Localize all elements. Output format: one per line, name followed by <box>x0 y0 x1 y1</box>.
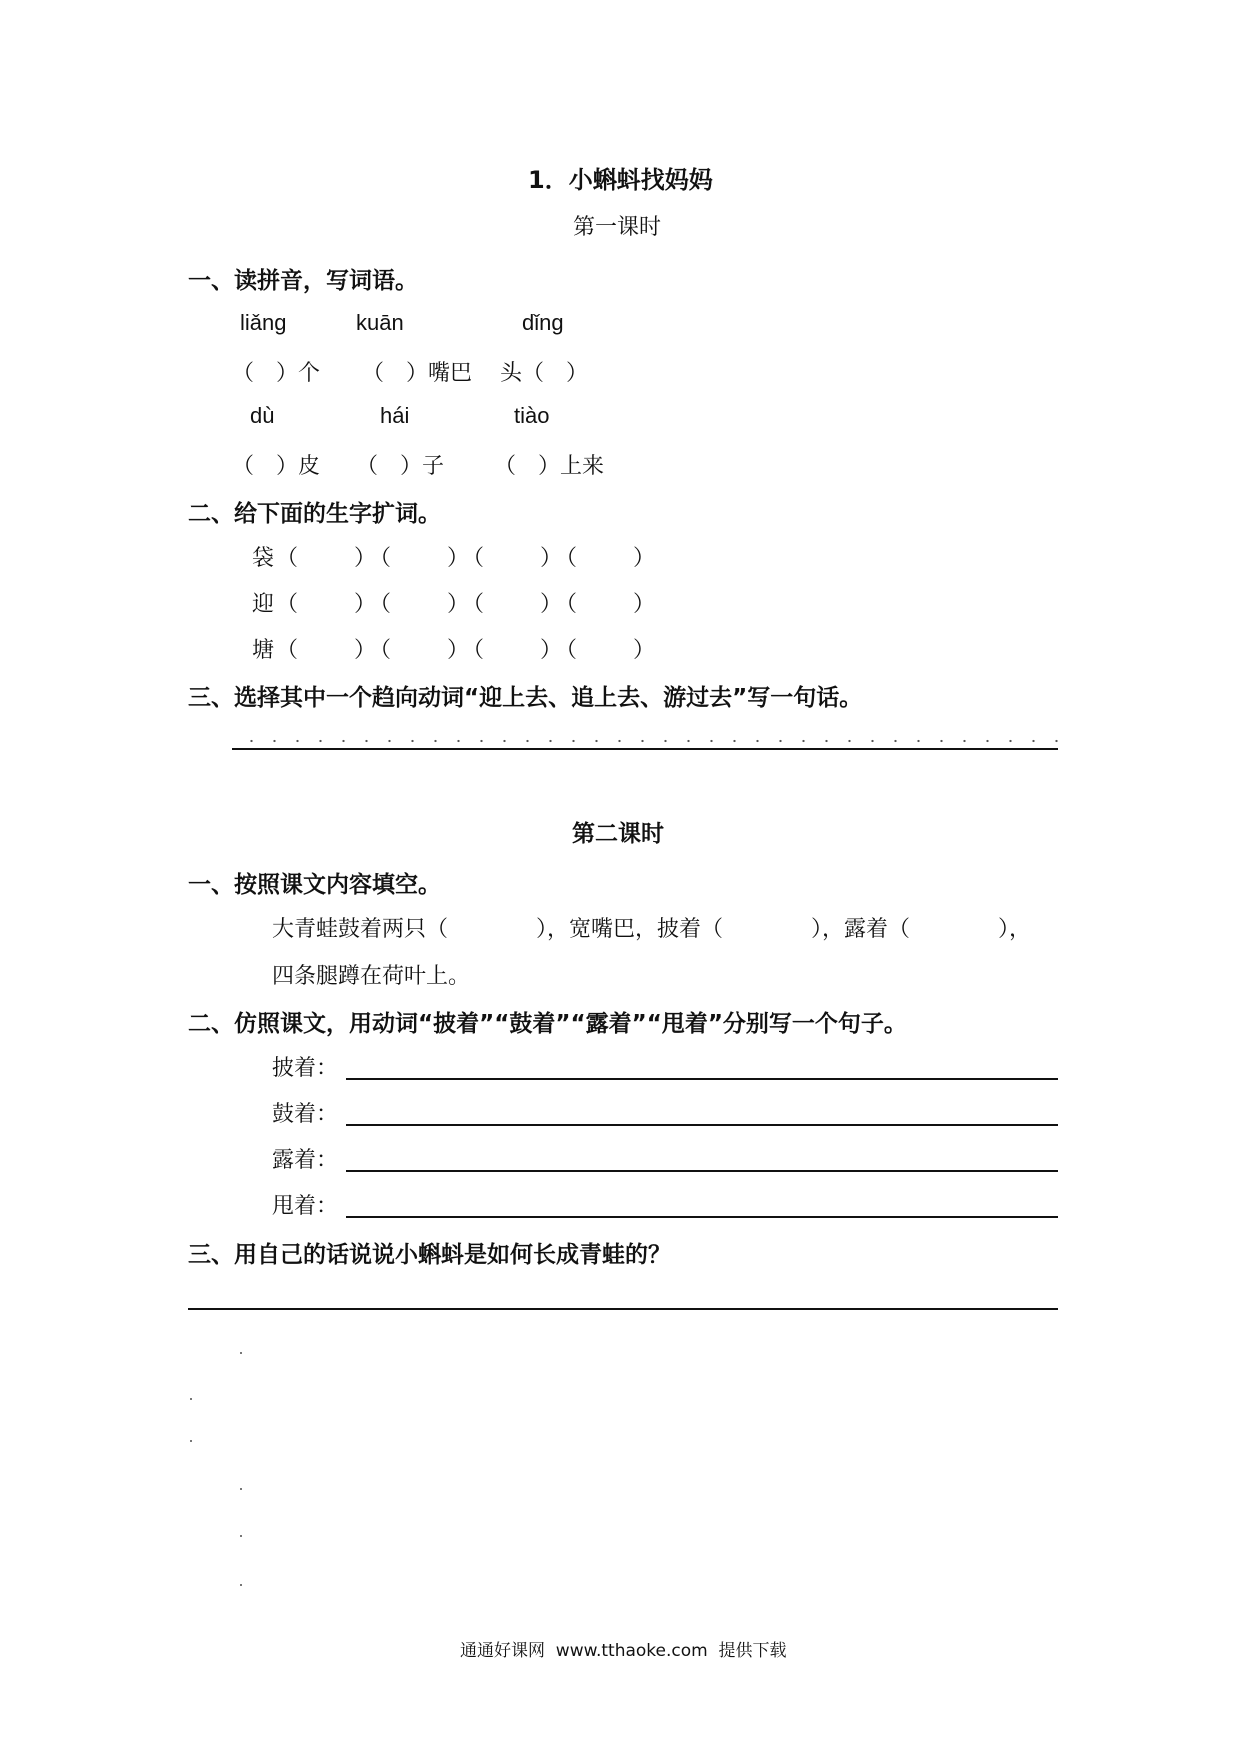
fill-shanglai: （ ）上来 <box>494 454 605 479</box>
answer-line-luzhe <box>346 1170 1058 1172</box>
char-tang: 塘 <box>252 638 275 663</box>
writing-line-lesson1 <box>232 748 1058 750</box>
lesson2-q2-title: 二、仿照课文，用动词“披着”“鼓着”“露着”“甩着”分别写一个句子。 <box>188 1011 907 1037</box>
lesson2-q1-line2: 四条腿蹲在荷叶上。 <box>272 964 471 989</box>
pinyin-kuan: kuān <box>356 310 404 335</box>
pinyin-ding: dǐng <box>522 310 564 335</box>
scan-speck <box>240 1584 242 1586</box>
fill-ge: （ ）个 <box>232 361 321 386</box>
blanks-ying: （ ）（ ）（ ）（ ） <box>276 592 660 617</box>
pinyin-hai: hái <box>380 403 410 428</box>
lesson2-q1-title: 一、按照课文内容填空。 <box>188 872 441 898</box>
blanks-dai: （ ）（ ）（ ）（ ） <box>276 546 660 571</box>
lesson1-heading: 第一课时 <box>573 215 662 240</box>
scan-speck <box>190 1398 192 1400</box>
answer-line-shuaizhe <box>346 1216 1058 1218</box>
answer-line-pizhe <box>346 1078 1058 1080</box>
char-dai: 袋 <box>252 546 275 571</box>
lesson1-q3-title: 三、选择其中一个趋向动词“迎上去、追上去、游过去”写一句话。 <box>188 685 863 711</box>
fill-tou: 头（ ） <box>500 361 589 386</box>
footer-credit: 通通好课网 www.tthaoke.com 提供下载 <box>460 1641 787 1661</box>
blanks-tang: （ ）（ ）（ ）（ ） <box>276 638 660 663</box>
scan-speck <box>240 1488 242 1490</box>
label-shuaizhe: 甩着： <box>272 1194 339 1219</box>
fill-zi: （ ）子 <box>356 454 445 479</box>
label-luzhe: 露着： <box>272 1148 339 1173</box>
scan-speck <box>240 1535 242 1537</box>
char-ying: 迎 <box>252 592 275 617</box>
label-guzhe: 鼓着： <box>272 1102 339 1127</box>
scan-speck <box>190 1440 192 1442</box>
answer-line-guzhe <box>346 1124 1058 1126</box>
lesson1-q1-title: 一、读拼音，写词语。 <box>188 268 418 294</box>
lesson2-q3-title: 三、用自己的话说说小蝌蚪是如何长成青蛙的？ <box>188 1242 671 1268</box>
lesson2-q1-line1: 大青蛙鼓着两只（ ），宽嘴巴，披着（ ），露着（ ）， <box>272 917 1032 942</box>
lesson1-q2-title: 二、给下面的生字扩词。 <box>188 501 441 527</box>
answer-line-lesson2-q3 <box>188 1308 1058 1310</box>
fill-pi: （ ）皮 <box>232 454 321 479</box>
label-pizhe: 披着： <box>272 1056 339 1081</box>
writing-line-dots <box>240 738 1058 744</box>
pinyin-du: dù <box>250 403 275 428</box>
pinyin-tiao: tiào <box>514 403 550 428</box>
lesson2-heading: 第二课时 <box>572 821 664 847</box>
fill-zuiba: （ ）嘴巴 <box>362 361 473 386</box>
page-title: 1．小蝌蚪找妈妈 <box>528 166 713 194</box>
pinyin-liang: liǎng <box>240 310 287 335</box>
scan-speck <box>240 1352 242 1354</box>
